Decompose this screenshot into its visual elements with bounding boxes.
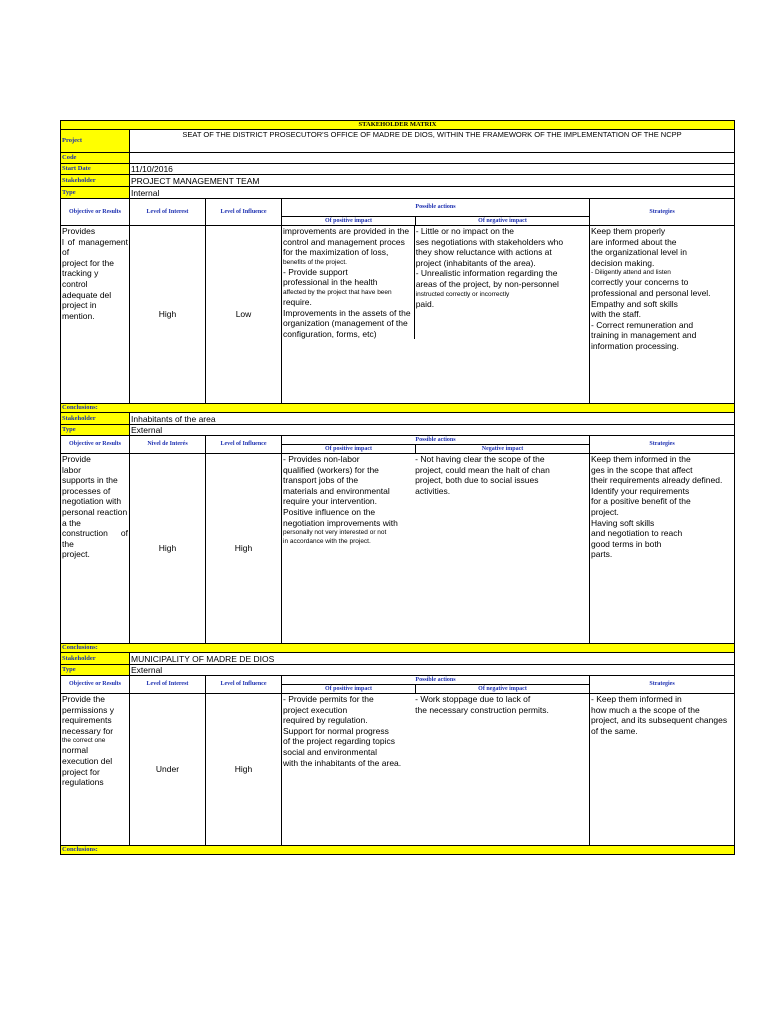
positive-impact-header: Of positive impact [282, 217, 416, 226]
stakeholder-value-2: Inhabitants of the area [130, 413, 735, 425]
interest-level-2: High [130, 454, 206, 644]
possible-actions-cell [282, 226, 590, 404]
start-date-label: Start Date [61, 164, 130, 175]
positive-impact-header-3: Of positive impact [282, 685, 416, 694]
possible-actions-cell-2 [282, 454, 590, 644]
positive-impact-text-2: - Provide support professional in the health [283, 266, 378, 288]
positive-impact-note-2: affected by the project that have been [283, 288, 392, 296]
interest-header-3: Level of Interest [130, 676, 206, 694]
stakeholder-value-3: MUNICIPALITY OF MADRE DE DIOS [130, 653, 735, 665]
conclusions-2: Conclusions: [61, 644, 735, 653]
type-label-2: Type [61, 425, 130, 436]
objective-note-3: the correct one [62, 737, 106, 745]
objective-header: Objective or Results [61, 199, 130, 226]
negative-impact-text-b: - Not having clear the scope of the project, could mean the halt of chan project, both due to social issues activities. [415, 454, 550, 496]
positive-impact-text-b: - Provides non-labor qualified (workers) for the transport jobs of the materials and environmental require your intervention. Positive influence on the negotiation improvements with [283, 454, 398, 528]
negative-impact-header: Of negative impact [416, 217, 590, 226]
objective-header-2: Objective or Results [61, 436, 130, 454]
negative-impact-header-3: Of negative impact [416, 685, 590, 694]
conclusions-1: Conclusions: [61, 404, 735, 413]
project-value: SEAT OF THE DISTRICT PROSECUTOR'S OFFICE OF MADRE DE DIOS, WITHIN THE FRAMEWORK OF THE IMPLEMENTATION OF THE NCPP [130, 130, 735, 153]
objective-text-3: Provide the permissions y requirements necessary for [62, 694, 114, 736]
possible-actions-cell-3 [282, 694, 590, 846]
objective-cell: Provides l of management of project for the tracking y control adequate del project in mention. [61, 226, 130, 404]
influence-level-2: High [206, 454, 282, 644]
negative-impact-text-2: paid. [415, 298, 435, 309]
start-date-value: 11/10/2016 [130, 164, 735, 175]
matrix-table [60, 120, 735, 855]
strategies-note: - Diligently attend and listen [591, 269, 671, 277]
positive-impact-text: improvements are provided in the control and management proces for the maximization of loss, [283, 226, 410, 258]
interest-level-3: Under [130, 694, 206, 846]
type-value-3: External [130, 665, 735, 676]
matrix-title: STAKEHOLDER MATRIX [61, 121, 735, 130]
strategies-header: Strategies [590, 199, 735, 226]
objective-text-3b: normal execution del project for regulations [62, 745, 113, 788]
influence-header: Level of Influence [206, 199, 282, 226]
negative-impact-text-c: - Work stoppage due to lack of the necessary construction permits. [415, 694, 549, 715]
actions-header-2: Possible actions [282, 436, 590, 445]
positive-impact-note-b: personally not very interested or not in accordance with the project. [283, 529, 387, 546]
interest-header-2: Nivel de Interés [130, 436, 206, 454]
strategies-cell-2: Keep them informed in the ges in the scope that affect their requirements already defined. Identify your requirements for a positive benefit of the project. Having soft skills and negotiation to reach good terms in both parts. [590, 454, 735, 644]
objective-header-3: Objective or Results [61, 676, 130, 694]
influence-level-3: High [206, 694, 282, 846]
code-value [130, 153, 735, 164]
negative-impact-header-2: Negative impact [416, 445, 590, 454]
type-value-2: External [130, 425, 735, 436]
objective-cell-2: Provide labor supports in the processes of negotiation with personal reaction a the construction of the project. [61, 454, 130, 644]
interest-header: Level of Interest [130, 199, 206, 226]
positive-impact-header-2: Of positive impact [282, 445, 416, 454]
strategies-header-3: Strategies [590, 676, 735, 694]
strategies-cell [590, 226, 735, 404]
positive-impact-note: benefits of the project. [283, 258, 347, 266]
positive-impact-text-3: require. Improvements in the assets of the organization (management of the configuration, forms, etc) [283, 296, 411, 339]
type-label: Type [61, 187, 130, 199]
negative-impact-note: instructed correctly or incorrectly [415, 290, 510, 298]
positive-impact-text-c: - Provide permits for the project execution required by regulation. Support for normal progress of the project regarding topics social and environmental with the inhabitants of the area. [283, 694, 402, 768]
influence-header-3: Level of Influence [206, 676, 282, 694]
stakeholder-matrix [60, 120, 734, 855]
stakeholder-label-3: Stakeholder [61, 653, 130, 665]
stakeholder-label-2: Stakeholder [61, 413, 130, 425]
influence-header-2: Level of Influence [206, 436, 282, 454]
strategies-text: Keep them properly are informed about the the organizational level in decision making. [591, 226, 687, 268]
objective-cell-3 [61, 694, 130, 846]
code-label: Code [61, 153, 130, 164]
actions-header: Possible actions [282, 199, 590, 217]
project-label: Project [61, 130, 130, 153]
type-label-3: Type [61, 665, 130, 676]
strategies-cell-3: - Keep them informed in how much a the scope of the project, and its subsequent changes of the same. [590, 694, 735, 846]
negative-impact-text: - Little or no impact on the ses negotiations with stakeholders who they show reluctance with actions at project (inhabitants of the area). - Unrealistic information regarding the areas of the project, by non-personnel [415, 226, 564, 289]
stakeholder-label: Stakeholder [61, 175, 130, 187]
strategies-text-2: correctly your concerns to professional and personal level. Empathy and soft skills with the staff. - Correct remuneration and training in management and information processing. [591, 277, 711, 351]
strategies-header-2: Strategies [590, 436, 735, 454]
stakeholder-value: PROJECT MANAGEMENT TEAM [130, 175, 735, 187]
conclusions-3: Conclusions: [61, 846, 735, 855]
type-value: Internal [130, 187, 735, 199]
actions-header-3: Possible actions [282, 676, 590, 685]
influence-level: Low [206, 226, 282, 404]
interest-level: High [130, 226, 206, 404]
